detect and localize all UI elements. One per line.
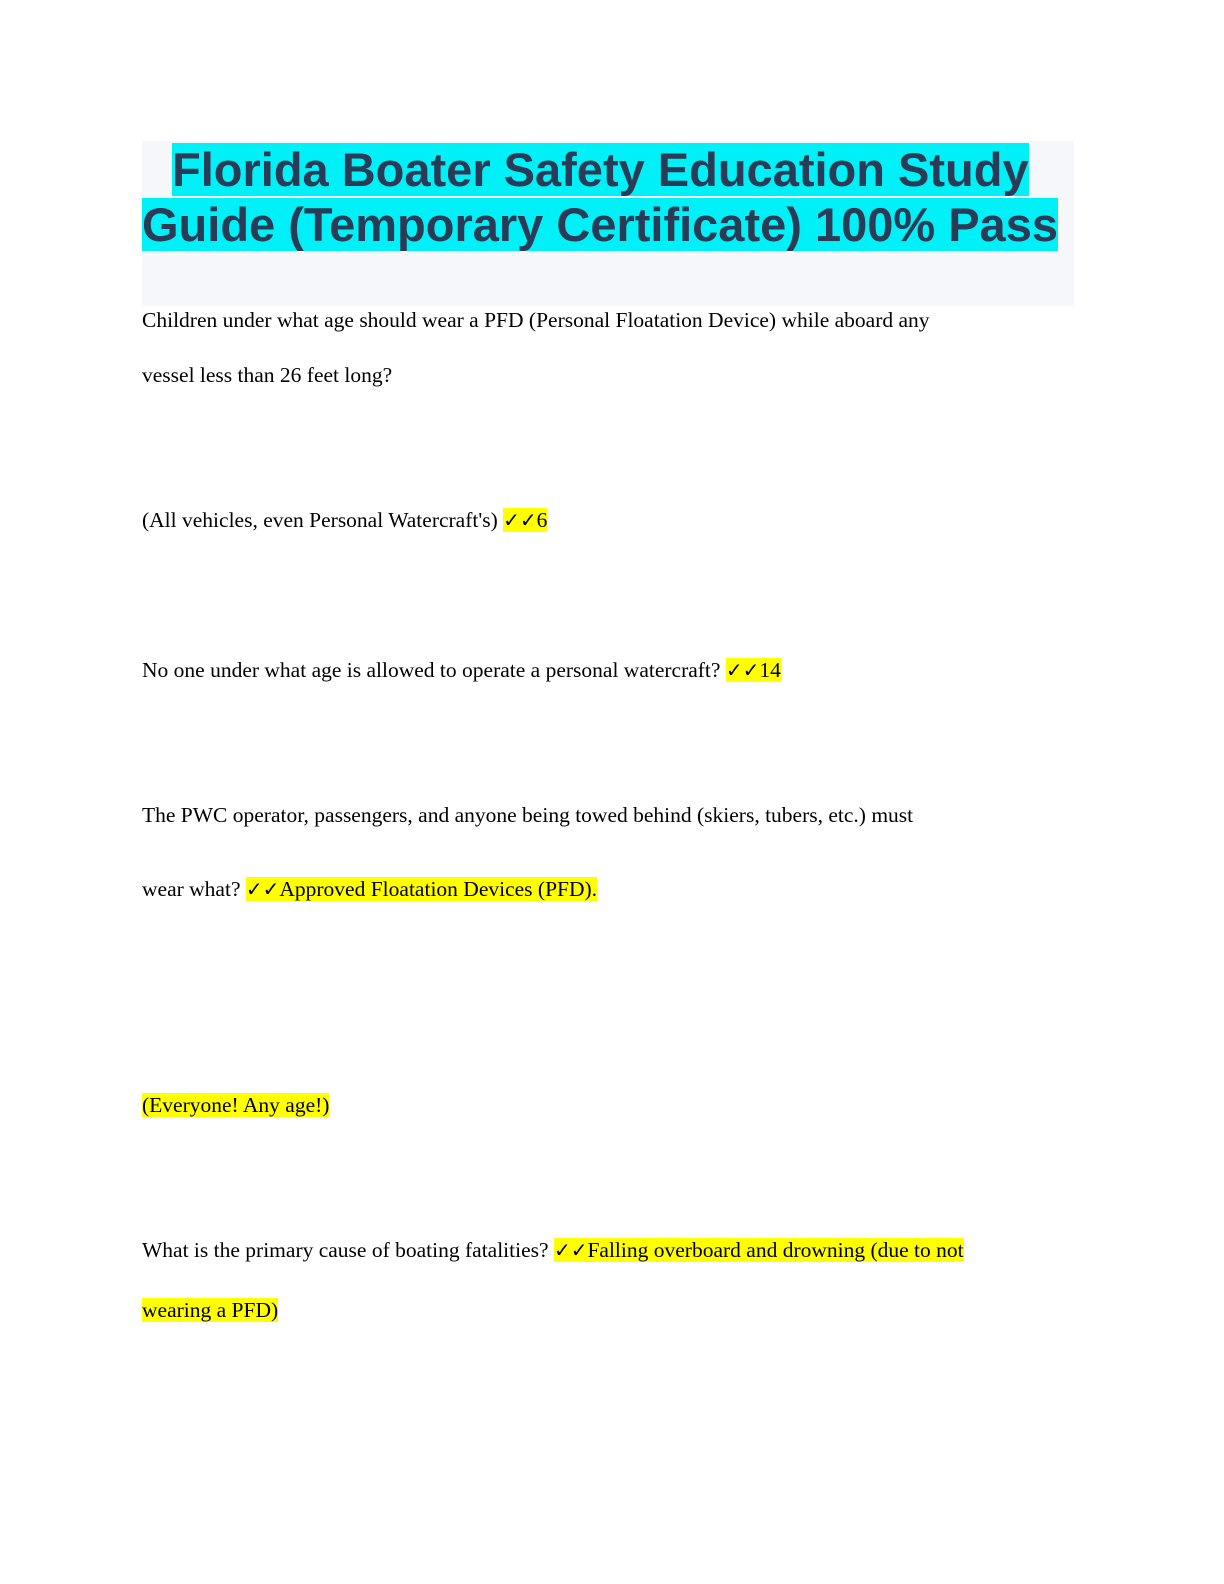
double-check-icon: ✓✓ bbox=[553, 1238, 588, 1262]
question-pfd-age-line-2: vessel less than 26 feet long? bbox=[142, 363, 393, 387]
question-fatalities: What is the primary cause of boating fatalities? bbox=[142, 1238, 554, 1262]
answer-everyone: (Everyone! Any age!) bbox=[142, 1093, 330, 1117]
double-check-icon: ✓✓ bbox=[725, 658, 760, 682]
answer-fatalities-line-2-row bbox=[142, 1296, 278, 1324]
answer-highlight bbox=[726, 658, 781, 682]
question-pwc-wear-line-1: The PWC operator, passengers, and anyone being towed behind (skiers, tubers, etc.) must bbox=[142, 803, 914, 827]
double-check-icon: ✓✓ bbox=[245, 877, 280, 901]
answer-highlight bbox=[503, 508, 547, 532]
answer-everyone-line bbox=[142, 1091, 329, 1119]
answer-pwc-wear: Approved Floatation Devices (PFD). bbox=[279, 877, 598, 901]
question-pwc-wear-line-2 bbox=[142, 875, 597, 903]
answer-highlight bbox=[246, 877, 597, 901]
answer-pfd-age-note: (All vehicles, even Personal Watercraft's) bbox=[142, 508, 504, 532]
document-title-line-1: Florida Boater Safety Education Study bbox=[172, 143, 1029, 196]
answer-pfd-age-line bbox=[142, 506, 547, 534]
answer-fatalities-line-1: Falling overboard and drowning (due to not bbox=[587, 1238, 964, 1262]
question-pfd-age-line-1: Children under what age should wear a PFD (Personal Floatation Device) while aboard any bbox=[142, 308, 930, 332]
document-title-line-2: Guide (Temporary Certificate) 100% Pass bbox=[142, 198, 1058, 251]
answer-highlight bbox=[554, 1238, 964, 1262]
double-check-icon: ✓✓ bbox=[503, 508, 537, 532]
question-pwc-age: No one under what age is allowed to operate a personal watercraft? bbox=[142, 658, 726, 682]
answer-fatalities-line-2: wearing a PFD) bbox=[142, 1298, 279, 1322]
question-pwc-age-line bbox=[142, 656, 781, 684]
question-pwc-wear-end: wear what? bbox=[142, 877, 246, 901]
answer-pwc-age: 14 bbox=[759, 658, 781, 682]
question-fatalities-line bbox=[142, 1236, 964, 1264]
answer-pfd-age: 6 bbox=[536, 508, 548, 532]
